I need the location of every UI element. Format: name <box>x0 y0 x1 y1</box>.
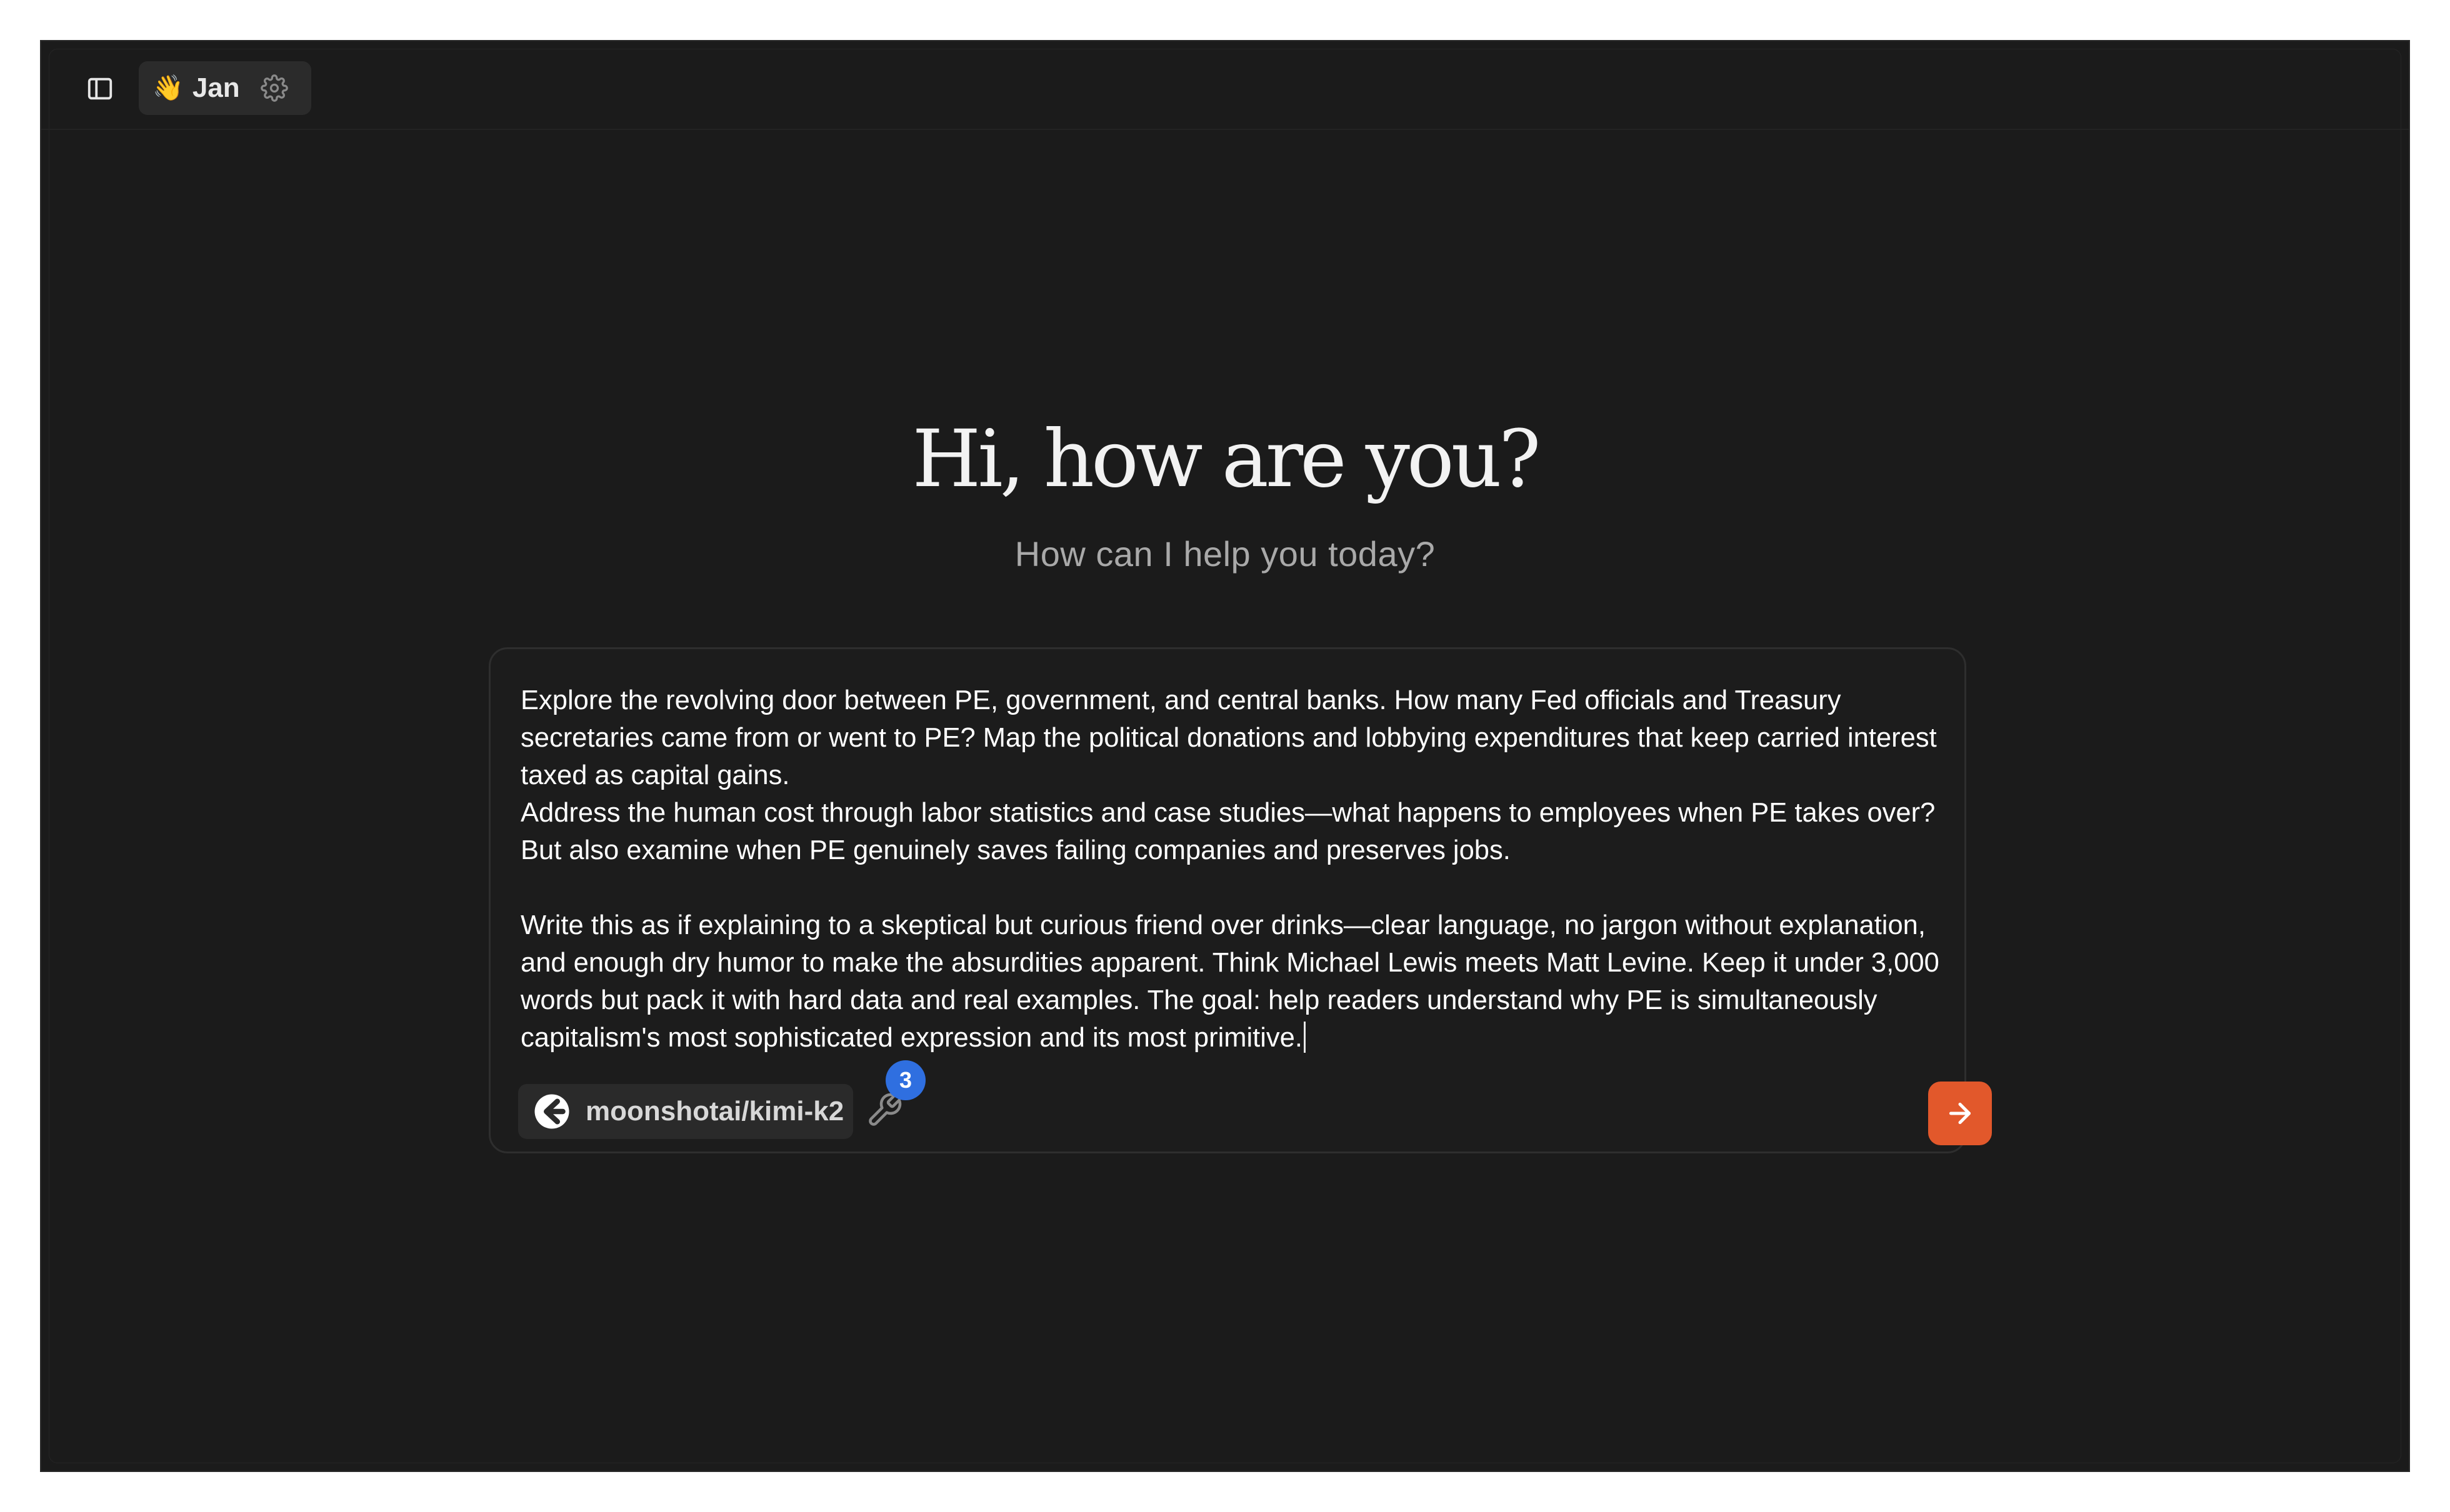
chat-composer <box>489 647 1966 1153</box>
model-name: moonshotai/kimi-k2 <box>586 1096 844 1127</box>
waving-hand-icon: 👋 <box>152 74 184 102</box>
assistant-settings-button[interactable] <box>260 74 289 102</box>
arrow-right-icon <box>1944 1098 1976 1129</box>
tools-count-badge: 3 <box>886 1060 926 1100</box>
gear-icon <box>261 74 288 102</box>
assistant-name: Jan <box>192 72 240 103</box>
sidebar-toggle-button[interactable] <box>85 74 115 104</box>
top-bar <box>41 41 2409 130</box>
app-window <box>40 40 2410 1472</box>
prompt-text: Explore the revolving door between PE, government, and central banks. How many Fed officials and Treasury secretaries came from or went to PE? Map the political donations and lobbying expenditures that keep carried interest taxed as capital gains. Address the human cost through labor statistics and case studies—what happens to employees when PE takes over? But also examine when PE genuinely saves failing companies and preserves jobs. Write this as if explaining to a skeptical but curious friend over drinks—clear language, no jargon without explanation, and enough dry humor to make the absurdities apparent. Think Michael Lewis meets Matt Levine. Keep it under 3,000 words but pack it with hard data and real examples. The goal: help readers understand why PE is simultaneously capitalism's most sophisticated expression and its most primitive. <box>521 685 1939 1053</box>
text-caret <box>1304 1022 1306 1053</box>
send-button[interactable] <box>1928 1082 1992 1145</box>
moonshot-logo-icon <box>533 1093 571 1130</box>
sidebar-panel-icon <box>86 74 114 103</box>
assistant-selector[interactable] <box>139 61 311 115</box>
prompt-input[interactable] <box>521 682 1941 1057</box>
greeting-title: Hi, how are you? <box>912 413 1538 505</box>
greeting-subtitle: How can I help you today? <box>1014 534 1436 574</box>
model-selector[interactable] <box>518 1084 853 1139</box>
